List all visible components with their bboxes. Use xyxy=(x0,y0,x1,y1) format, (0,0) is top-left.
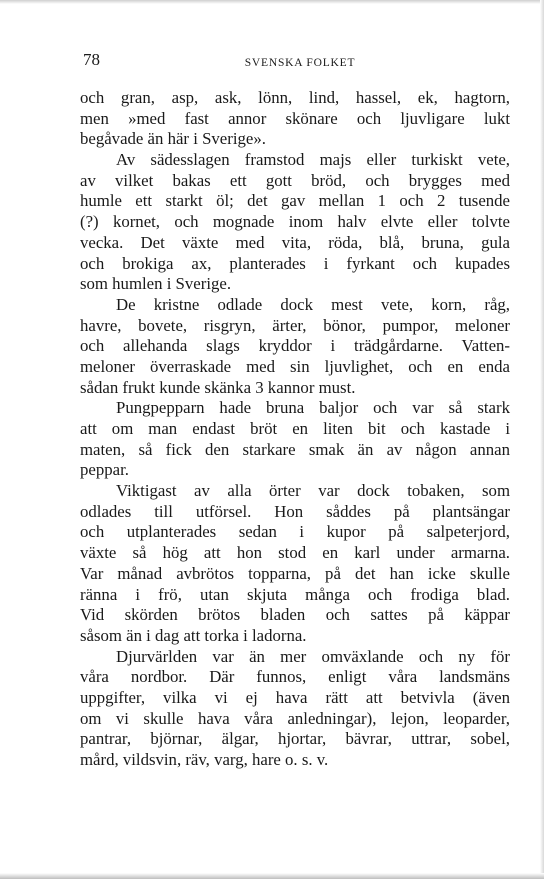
text-line: Pungpepparn hade bruna baljor och var så stark xyxy=(116,398,510,418)
text-line: Viktigast av alla örter var dock tobaken, som xyxy=(116,481,510,501)
text-line: att om man endast bröt en liten bit och kastade i xyxy=(80,419,510,438)
text-line: ränna i frö, utan skjuta många och frodiga blad. xyxy=(80,584,510,604)
text-line: peppar. xyxy=(80,460,129,480)
text-line: och utplanterades sedan i kupor på salpeterjord, xyxy=(80,522,510,542)
paragraph xyxy=(80,88,510,150)
text-line: och brokiga ax, planterades i fyrkant och kupades xyxy=(80,253,510,273)
paragraph xyxy=(80,481,510,647)
page-edge-bottom xyxy=(0,873,544,879)
text-line: vecka. Det växte med vita, röda, blå, bruna, gula xyxy=(80,232,510,252)
text-line: sådan frukt kunde skänka 3 kannor must. xyxy=(80,377,356,397)
text-line: odlades till utförsel. Hon såddes på plantsängar xyxy=(80,501,510,521)
text-line: växte så hög att hon stod en karl under armarna. xyxy=(80,543,510,563)
text-line: våra nordbor. Där funnos, enligt våra landsmäns xyxy=(80,667,510,687)
text-line: såsom än i dag att torka i ladorna. xyxy=(80,625,307,645)
text-line: (?) kornet, och mognade inom halv elvte eller tolvte xyxy=(80,212,510,232)
page-edge-top xyxy=(0,0,544,4)
text-line: Djurvärlden var än mer omväxlande och ny för xyxy=(116,646,510,666)
text-line: De kristne odlade dock mest vete, korn, råg, xyxy=(116,294,510,314)
running-head: SVENSKA FOLKET xyxy=(244,57,356,69)
paragraph xyxy=(80,647,510,771)
text-line: meloner överraskade med sin ljuvlighet, och en enda xyxy=(80,356,510,376)
text-line: men »med fast annor skönare och ljuvligare lukt xyxy=(80,108,510,128)
text-line: Var månad avbrötos topparna, på det han icke skulle xyxy=(80,563,510,583)
text-line: uppgifter, vilka vi ej hava rätt att betvivla (även xyxy=(80,687,510,707)
text-line: maten, så fick den starkare smak än av någon annan xyxy=(80,439,510,459)
text-line: mård, vildsvin, räv, varg, hare o. s. v. xyxy=(80,750,329,769)
text-line: av vilket bakas ett gott bröd, och brygges med xyxy=(80,170,510,190)
text-line: Vid skörden brötos bladen och sattes på käppar xyxy=(80,605,510,625)
text-line: och gran, asp, ask, lönn, lind, hassel, ek, hagtorn, xyxy=(80,88,510,107)
text-line: begåvade än här i Sverige». xyxy=(80,129,266,149)
text-line: som humlen i Sverige. xyxy=(80,274,232,294)
text-line: och allehanda slags kryddor i trädgårdarne. Vatten- xyxy=(80,336,510,356)
page-number: 78 xyxy=(83,50,100,69)
body-text xyxy=(80,88,510,771)
paragraph xyxy=(80,295,510,398)
paragraph xyxy=(80,398,510,481)
text-line: pantrar, björnar, älgar, hjortar, bävrar, uttrar, sobel, xyxy=(80,729,510,749)
page-header xyxy=(80,48,510,72)
text-line: humle ett starkt öl; det gav mellan 1 och 2 tusende xyxy=(80,191,510,211)
paragraph xyxy=(80,150,510,295)
text-line: Av sädesslagen framstod majs eller turkiskt vete, xyxy=(116,150,510,170)
page-edge-right xyxy=(540,0,544,879)
text-line: om vi skulle hava våra anledningar), lejon, leoparder, xyxy=(80,708,510,728)
text-line: havre, bovete, risgryn, ärter, bönor, pumpor, meloner xyxy=(80,315,510,335)
